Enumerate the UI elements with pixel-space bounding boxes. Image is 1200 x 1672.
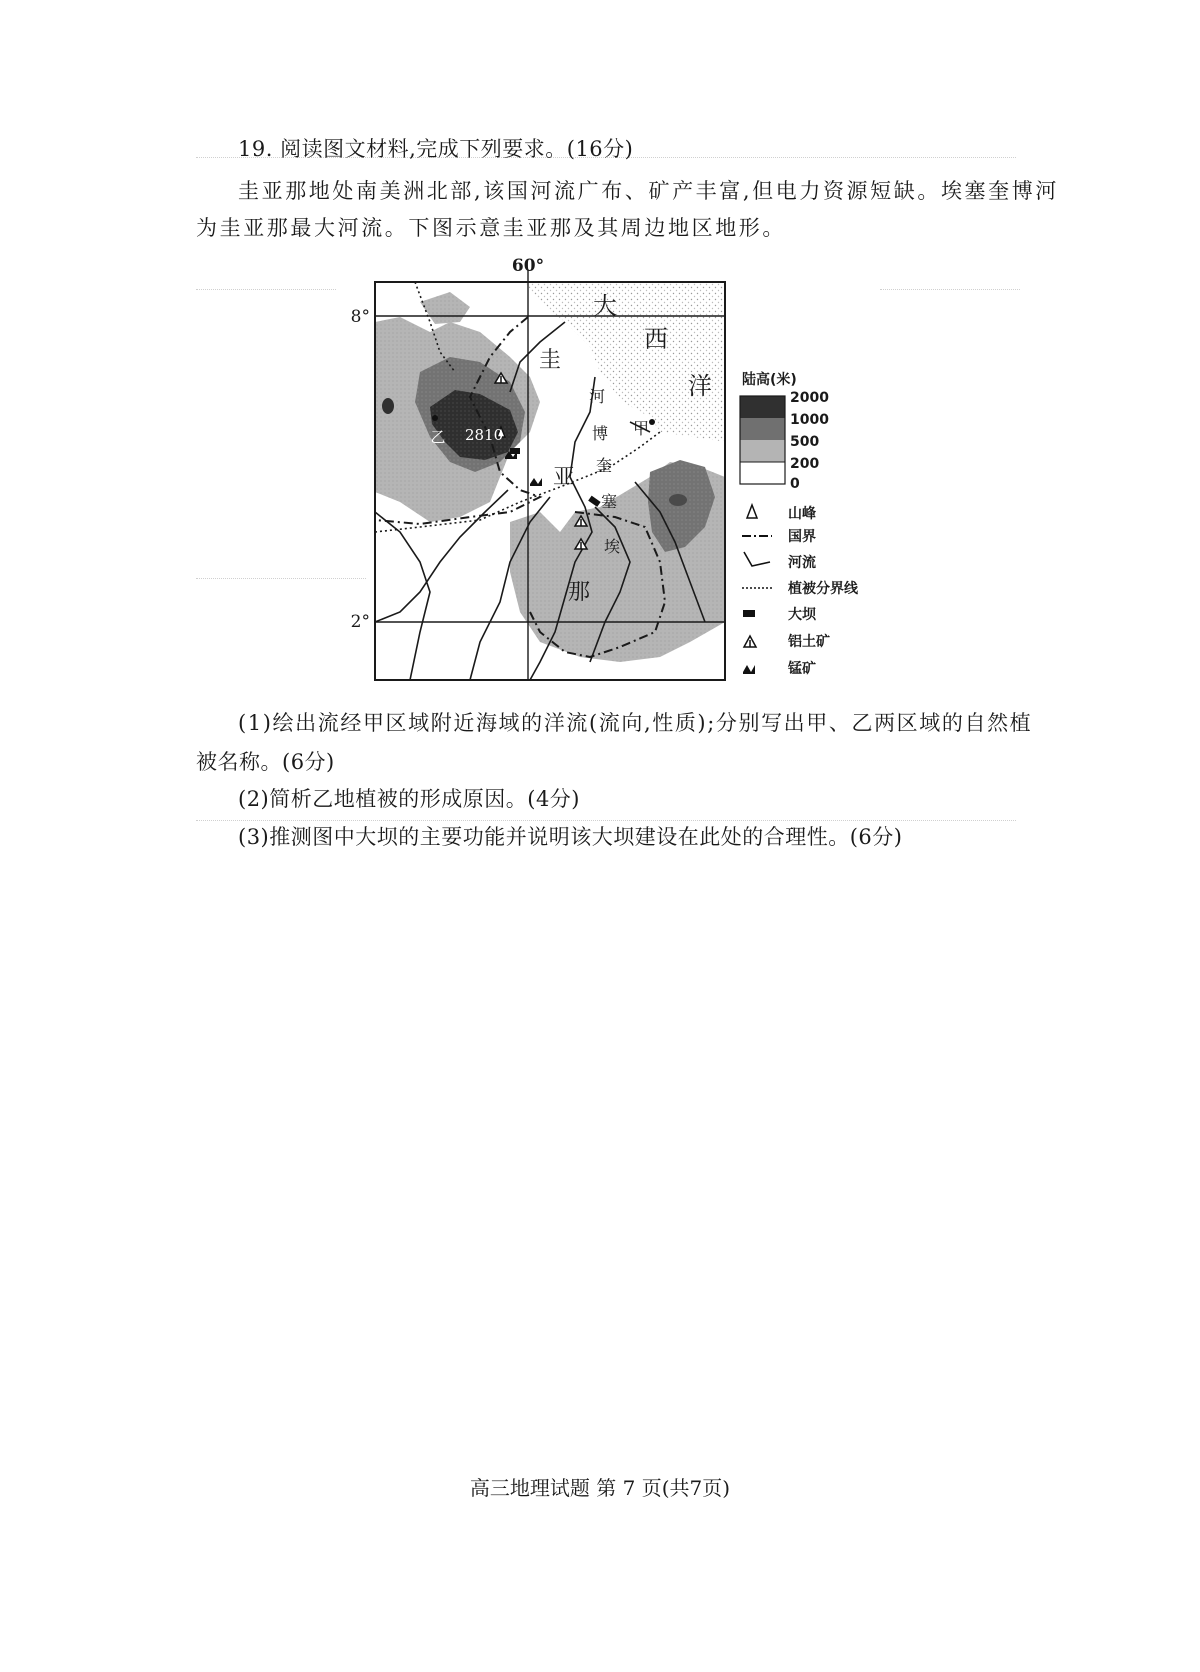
river-label-char: 塞 [600,492,618,511]
river-label-char: 博 [591,424,609,443]
manganese-icon [743,665,755,674]
legend-level: 2000 [790,390,829,406]
legend-swatch-1000 [740,418,785,440]
legend-swatch-2000 [740,396,785,418]
sub-question-3: (3)推测图中大坝的主要功能并说明该大坝建设在此处的合理性。(6分) [238,825,903,849]
dam-icon [743,610,755,617]
longitude-label: 60° [511,256,545,276]
divider [196,578,366,579]
sub-question-1-line-1: (1)绘出流经甲区域附近海域的洋流(流向,性质);分别写出甲、乙两区域的自然植 [238,711,1033,735]
divider [196,289,336,290]
sub-question-1-line-2: 被名称。(6分) [196,750,335,774]
river-icon [744,552,770,566]
place-label-yi: 乙 [430,428,446,446]
legend-swatch-500 [740,440,785,462]
legend-item-label: 河流 [788,555,816,571]
legend-item-label: 国界 [788,529,816,545]
country-label-char: 圭 [538,348,562,373]
legend-level: 1000 [790,412,829,428]
legend-item-label: 植被分界线 [788,581,858,597]
sub-question-2: (2)简析乙地植被的形成原因。(4分) [238,787,580,811]
peak-icon [747,505,757,518]
legend-level: 0 [790,476,800,492]
peak-elevation-label: 2810 [465,426,504,444]
map-legend [740,371,859,677]
page-footer: 高三地理试题 第 7 页(共7页) [469,1476,731,1500]
river-label-char: 河 [588,387,606,406]
legend-item-label: 大坝 [788,607,816,623]
legend-item-label: 锰矿 [788,661,816,677]
bauxite-icon [744,636,756,647]
guyana-terrain-map [350,256,880,692]
ocean-label-char: 西 [644,325,668,353]
ocean-label-char: 大 [593,292,617,320]
place-label-jia: 甲 [632,419,650,438]
legend-item-label: 山峰 [788,506,816,522]
legend-level: 200 [790,456,820,472]
dam-icon [510,448,520,454]
intro-text-line-2: 为圭亚那最大河流。下图示意圭亚那及其周边地区地形。 [196,216,786,240]
legend-item-label: 铝土矿 [788,634,830,650]
country-label-char: 亚 [552,465,576,490]
legend-swatch-200 [740,462,785,484]
divider [880,289,1020,290]
river-label-char: 奎 [595,456,613,475]
latitude-label-top: 8° [350,307,370,327]
latitude-label-bottom: 2° [350,612,370,632]
river-label-char: 埃 [603,537,621,556]
legend-level: 500 [790,434,820,450]
intro-text-line-1: 圭亚那地处南美洲北部,该国河流广布、矿产丰富,但电力资源短缺。埃塞奎博河 [238,179,1059,203]
country-label-char: 那 [567,580,591,605]
ocean-label-char: 洋 [688,372,712,400]
question-title: 19. 阅读图文材料,完成下列要求。(16分) [238,137,634,161]
legend-title: 陆高(米) [742,372,797,388]
